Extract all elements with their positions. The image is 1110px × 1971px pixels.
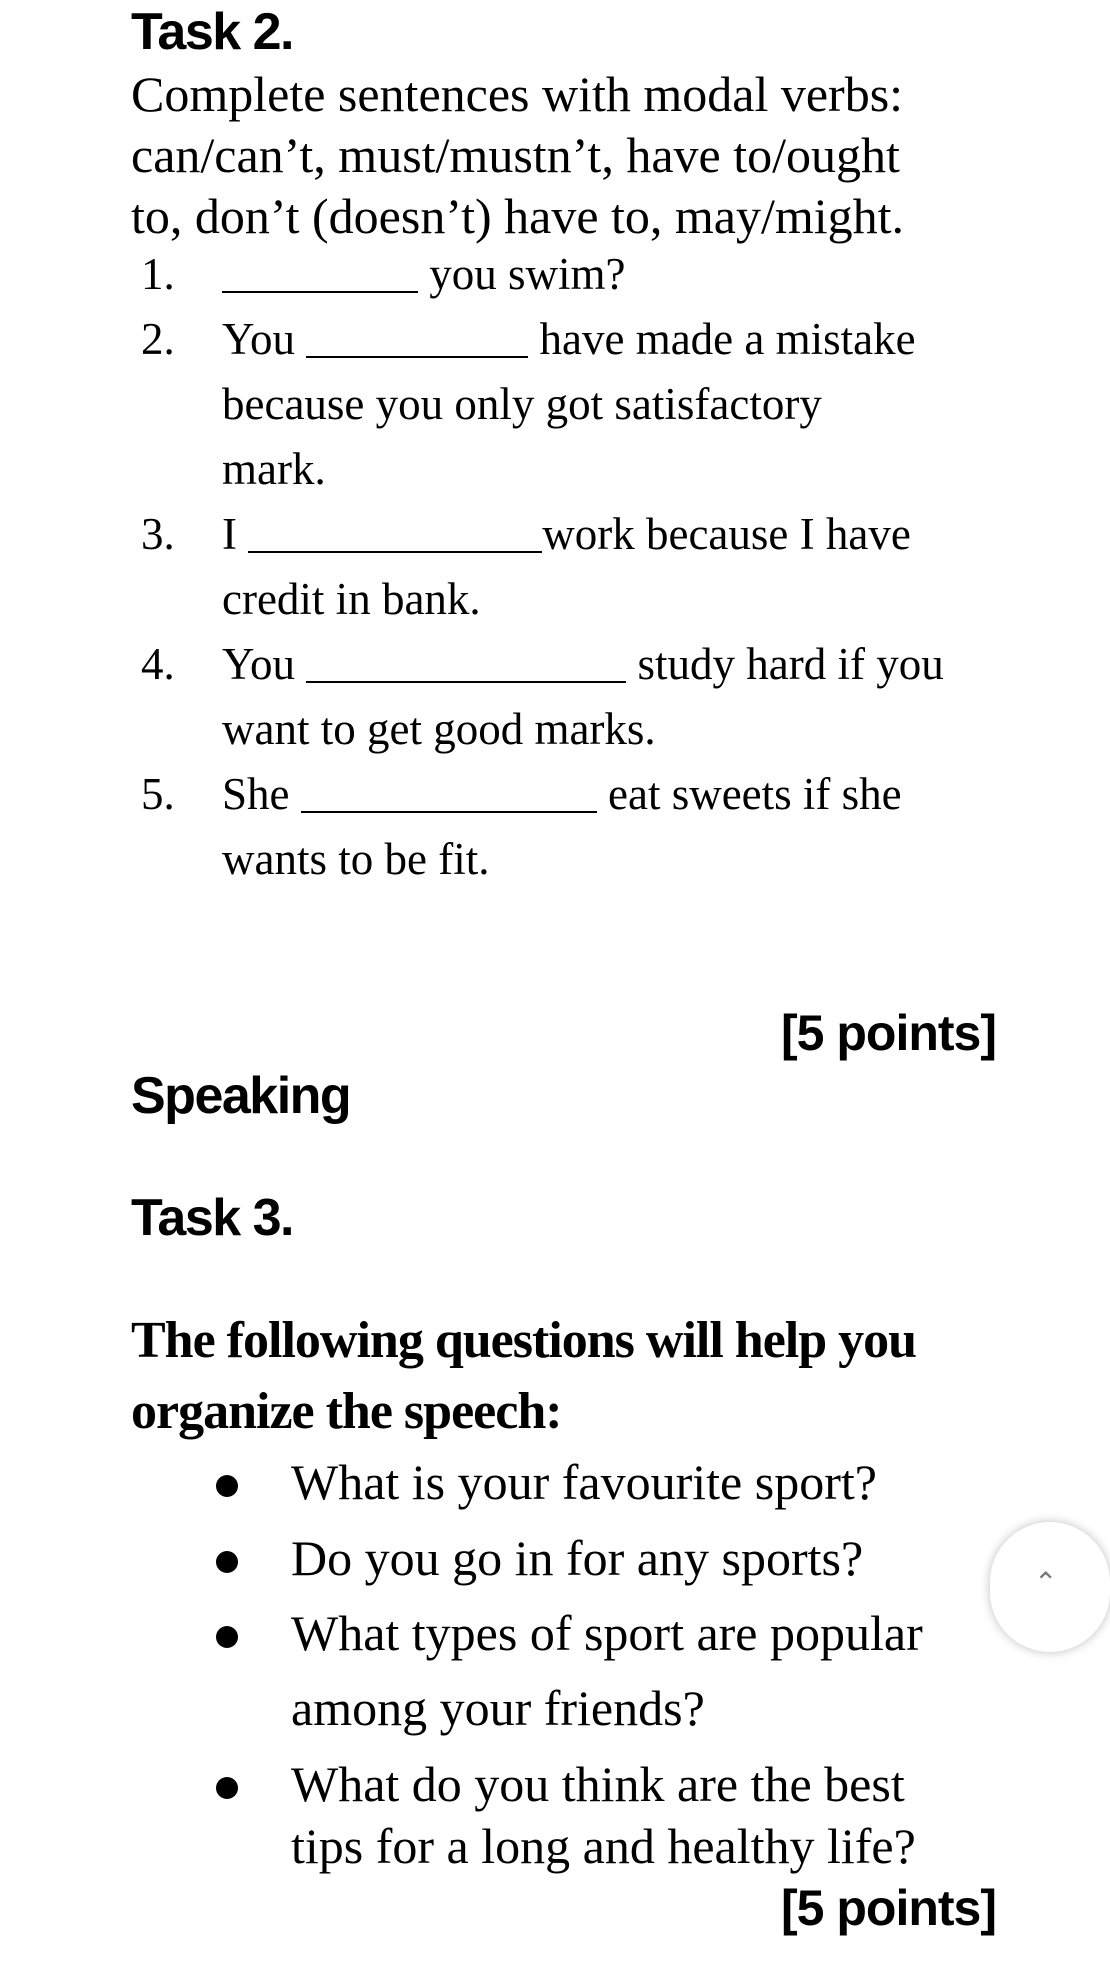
bullet-3-line-1: What types of sport are popular [291, 1605, 923, 1661]
chevron-up-icon: ⌃ [1034, 1566, 1058, 1599]
bullet-icon [216, 1777, 238, 1799]
answer-blank-3[interactable] [248, 550, 542, 553]
answer-blank-4[interactable] [306, 680, 626, 683]
bullet-4-line-1: What do you think are the best [291, 1756, 905, 1812]
item-4-line [222, 638, 944, 690]
task3-points: [5 points] [781, 1880, 996, 1936]
task2-instruction-line-2: can/can’t, must/mustn’t, have to/ought [131, 127, 900, 183]
item-3-post: work because I have [542, 509, 911, 559]
item-number-4: 4. [141, 639, 175, 689]
bullet-icon [216, 1475, 238, 1497]
item-number-3: 3. [141, 509, 175, 559]
item-5-post: eat sweets if she [596, 769, 902, 819]
bullet-1-line-1: What is your favourite sport? [291, 1454, 877, 1510]
task3-title: Task 3. [131, 1189, 293, 1247]
item-3-line [222, 508, 911, 560]
item-5-pre: She [222, 769, 301, 819]
task3-question-line-1: The following questions will help you [131, 1312, 917, 1369]
item-1-post: you swim? [418, 249, 626, 299]
item-3-continuation-1: credit in bank. [222, 574, 481, 624]
speaking-heading: Speaking [131, 1067, 351, 1125]
bullet-icon [216, 1626, 238, 1648]
item-1-line [222, 248, 626, 300]
item-4-pre: You [222, 639, 307, 689]
scroll-handle-button[interactable] [990, 1522, 1110, 1652]
task2-instruction-line-1: Complete sentences with modal verbs: [131, 66, 904, 122]
bullet-icon [216, 1551, 238, 1573]
item-4-post: study hard if you [626, 639, 944, 689]
answer-blank-1[interactable] [222, 290, 418, 293]
answer-blank-5[interactable] [301, 810, 597, 813]
item-number-5: 5. [141, 769, 175, 819]
item-2-post: have made a mistake [528, 314, 916, 364]
item-5-line [222, 768, 902, 820]
item-2-continuation-1: because you only got satisfactory [222, 379, 822, 429]
item-4-continuation-1: want to get good marks. [222, 704, 656, 754]
item-3-pre: I [222, 509, 249, 559]
bullet-2-line-1: Do you go in for any sports? [291, 1530, 864, 1586]
task2-points: [5 points] [781, 1005, 996, 1061]
item-2-pre: You [222, 314, 307, 364]
task2-instruction-line-3: to, don’t (doesn’t) have to, may/might. [131, 188, 905, 244]
task3-question-line-2: organize the speech: [131, 1383, 562, 1440]
answer-blank-2[interactable] [306, 355, 528, 358]
task2-title: Task 2. [131, 3, 293, 61]
item-number-1: 1. [141, 249, 175, 299]
bullet-3-line-2: among your friends? [291, 1680, 705, 1736]
item-2-continuation-2: mark. [222, 444, 326, 494]
item-2-line [222, 313, 916, 365]
bullet-4-line-2: tips for a long and healthy life? [291, 1818, 916, 1874]
item-number-2: 2. [141, 314, 175, 364]
item-5-continuation-1: wants to be fit. [222, 834, 490, 884]
